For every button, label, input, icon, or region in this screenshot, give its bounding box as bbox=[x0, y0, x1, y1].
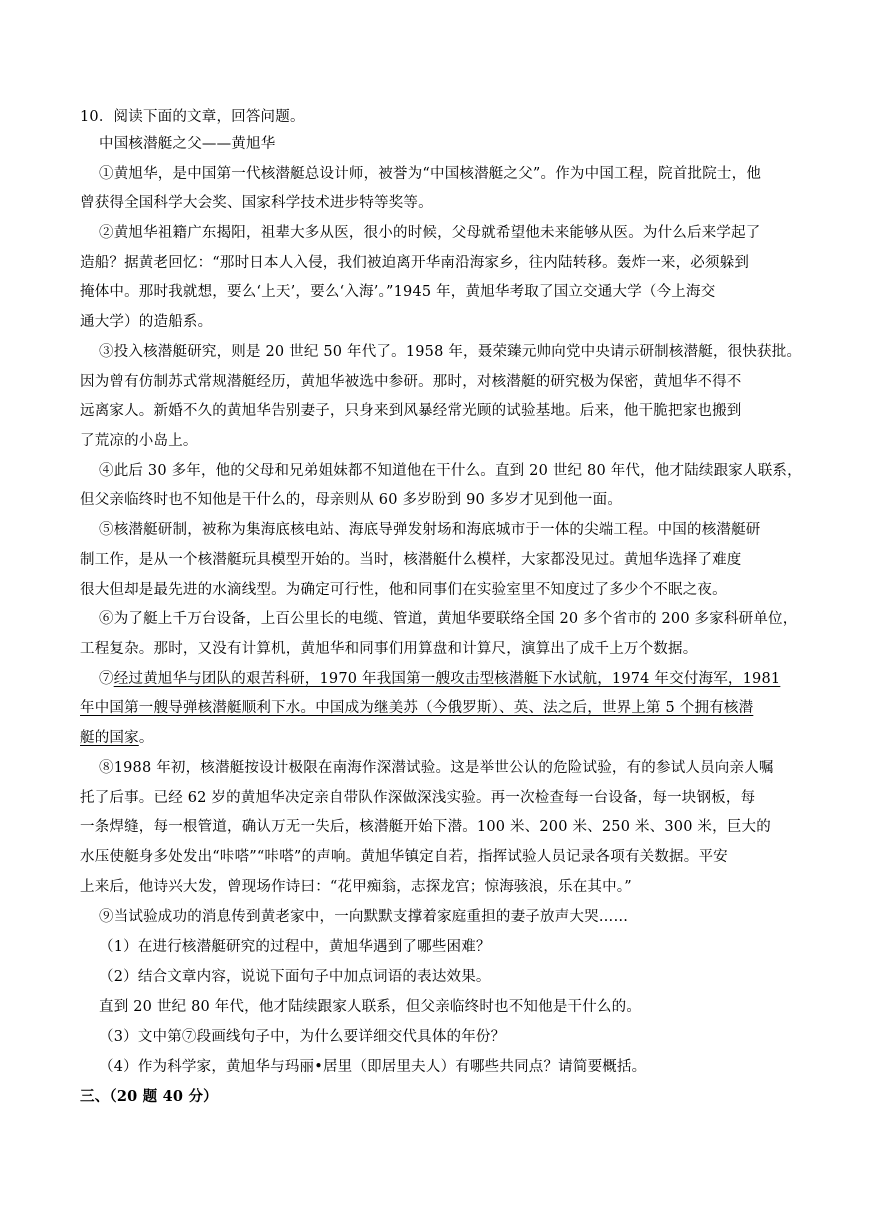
sub-question-4: （4）作为科学家，黄旭华与玛丽•居里（即居里夫人）有哪些共同点？请简要概括。 bbox=[99, 1059, 647, 1075]
paragraph-8-line-2: 托了后事。已经 62 岁的黄旭华决定亲自带队作深做深浅实验。再一次检查每一台设备，每一块钢板，每 bbox=[80, 790, 756, 806]
underlined-sentence-part-3: 艇的国家 bbox=[80, 730, 139, 746]
paragraph-2-line-4: 通大学）的造船系。 bbox=[80, 314, 213, 330]
question-heading: 10．阅读下面的文章，回答问题。 bbox=[80, 109, 305, 125]
paragraph-8-line-4: 水压使艇身多处发出“咔嗒”“咔嗒”的声响。黄旭华镇定自若，指挥试验人员记录各项有关数据。平安 bbox=[80, 849, 728, 865]
sub-question-2-sentence: 直到 20 世纪 80 年代，他才陆续跟家人联系，但父亲临终时也不知他是干什么的。 bbox=[99, 999, 642, 1015]
paragraph-3-line-3: 远离家人。新婚不久的黄旭华告别妻子，只身来到风暴经常光顾的试验基地。后来，他干脆把家也搬到 bbox=[80, 403, 742, 419]
paragraph-6-line-1: ⑥为了艇上千万台设备，上百公里长的电缆、管道，黄旭华要联络全国 20 多个省市的 200 多家科研单位， bbox=[99, 611, 798, 627]
paragraph-7-line-3 bbox=[80, 728, 154, 748]
paragraph-2-line-1: ②黄旭华祖籍广东揭阳，祖辈大多从医，很小的时候，父母就希望他未来能够从医。为什么后来学起了 bbox=[99, 225, 761, 241]
paragraph-6-line-2: 工程复杂。那时，又没有计算机，黄旭华和同事们用算盘和计算尺，演算出了成千上万个数据。 bbox=[80, 641, 698, 657]
paragraph-1-line-1: ①黄旭华，是中国第一代核潜艇总设计师，被誉为“中国核潜艇之父”。作为中国工程，院首批院士，他 bbox=[99, 166, 762, 182]
paragraph-7-period: 。 bbox=[138, 730, 154, 746]
paragraph-5-line-3: 很大但却是最先进的水滴线型。为确定可行性，他和同事们在实验室里不知度过了多少个不眠之夜。 bbox=[80, 582, 727, 598]
sub-question-3: （3）文中第⑦段画线句子中，为什么要详细交代具体的年份？ bbox=[99, 1029, 506, 1045]
paragraph-2-line-2: 造船？据黄老回忆：“那时日本人入侵，我们被迫离开华南沿海家乡，往内陆转移。轰炸一来，必须躲到 bbox=[80, 255, 750, 271]
paragraph-4-line-2: 但父亲临终时也不知他是干什么的，母亲则从 60 多岁盼到 90 多岁才见到他一面。 bbox=[80, 492, 623, 508]
paragraph-8-line-3: 一条焊缝，每一根管道，确认万无一失后，核潜艇开始下潜。100 米、200 米、250 米、300 米，巨大的 bbox=[80, 819, 771, 835]
paragraph-7-marker: ⑦ bbox=[99, 671, 114, 687]
paragraph-5-line-2: 制工作，是从一个核潜艇玩具模型开始的。当时，核潜艇什么模样，大家都没见过。黄旭华选择了难度 bbox=[80, 552, 742, 568]
paragraph-7-line-1 bbox=[99, 669, 780, 689]
paragraph-3-line-1: ③投入核潜艇研究，则是 20 世纪 50 年代了。1958 年，聂荣臻元帅向党中央请示研制核潜艇，很快获批。 bbox=[99, 344, 802, 360]
sub-question-1: （1）在进行核潜艇研究的过程中，黄旭华遇到了哪些困难？ bbox=[99, 939, 491, 955]
paragraph-3-line-2: 因为曾有仿制苏式常规潜艇经历，黄旭华被选中参研。那时，对核潜艇的研究极为保密，黄旭华不得不 bbox=[80, 374, 742, 390]
paragraph-8-line-5: 上来后，他诗兴大发，曾现场作诗曰：“花甲痴翁，志探龙宫；惊海骇浪，乐在其中。” bbox=[80, 879, 632, 895]
paragraph-5-line-1: ⑤核潜艇研制，被称为集海底核电站、海底导弹发射场和海底城市于一体的尖端工程。中国的核潜艇研 bbox=[99, 522, 761, 538]
underlined-sentence-part-2: 年中国第一艘导弹核潜艇顺利下水。中国成为继美苏（今俄罗斯）、英、法之后，世界上第 5 个拥有核潜 bbox=[80, 700, 754, 716]
paragraph-4-line-1: ④此后 30 多年，他的父母和兄弟姐妹都不知道他在干什么。直到 20 世纪 80 年代，他才陆续跟家人联系， bbox=[99, 463, 802, 479]
underlined-sentence-part-1: 经过黄旭华与团队的艰苦科研，1970 年我国第一艘攻击型核潜艇下水试航，1974 年交付海军，1981 bbox=[113, 671, 781, 687]
paragraph-1-line-2: 曾获得全国科学大会奖、国家科学技术进步特等奖等。 bbox=[80, 195, 433, 211]
section-three-heading: 三、（20 题 40 分） bbox=[80, 1088, 218, 1105]
paragraph-3-line-4: 了荒凉的小岛上。 bbox=[80, 433, 198, 449]
paragraph-2-line-3: 掩体中。那时我就想，要么‘上天’，要么‘入海’。”1945 年，黄旭华考取了国立交通大学（今上海交 bbox=[80, 284, 716, 300]
paragraph-9-line-1: ⑨当试验成功的消息传到黄老家中，一向默默支撑着家庭重担的妻子放声大哭…… bbox=[99, 909, 629, 925]
article-title: 中国核潜艇之父——黄旭华 bbox=[99, 136, 276, 152]
paragraph-8-line-1: ⑧1988 年初，核潜艇按设计极限在南海作深潜试验。这是举世公认的危险试验，有的参试人员向亲人嘱 bbox=[99, 760, 774, 776]
sub-question-2: （2）结合文章内容，说说下面句子中加点词语的表达效果。 bbox=[99, 969, 491, 985]
